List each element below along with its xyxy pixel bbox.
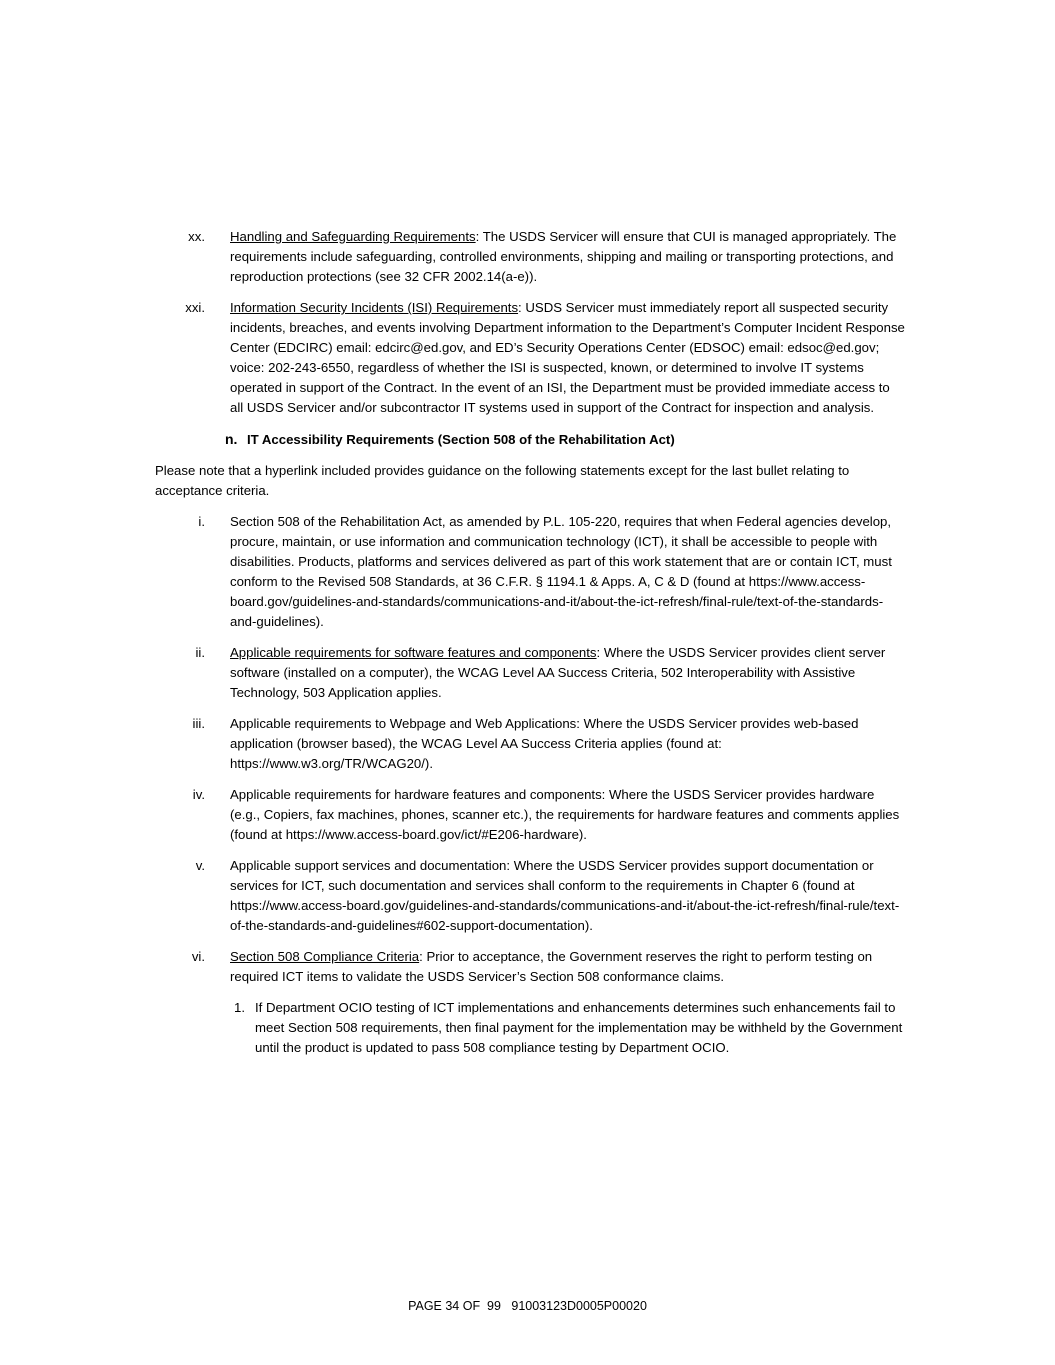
sub-list-item-text: If Department OCIO testing of ICT implementations and enhancements determines such enhancements fail to meet Section 508 requirements, then final payment for the implementation may be withheld by the Government until the product is updated to pass 508 compliance testing by Department OCIO. (255, 1000, 903, 1055)
list-item-number: iii. (192, 716, 205, 731)
list-item-number: xxi. (185, 300, 205, 315)
list-item-text: : Where the USDS Servicer provides client server software (installed on a computer), the WCAG Level AA Success Criteria, 502 Interoperability with Assistive Technology, 503 Application applies. (230, 645, 886, 700)
list-item-number: vi. (191, 949, 205, 964)
list-item-title: Applicable requirements for software features and components (230, 645, 597, 660)
sub-list-item-number: 1. (234, 1000, 245, 1015)
list-item-ii (155, 643, 905, 703)
sub-list-item-1 (155, 998, 905, 1058)
list-item-iii (155, 714, 905, 774)
list-item-number: ii. (195, 645, 205, 660)
intro-paragraph: Please note that a hyperlink included provides guidance on the following statements except for the last bullet relating to acceptance criteria. (155, 463, 850, 498)
list-item-number: iv. (192, 787, 205, 802)
list-item-iv (155, 785, 905, 845)
list-item-title: Handling and Safeguarding Requirements (230, 229, 476, 244)
list-item-i (155, 512, 905, 632)
list-item-xx (155, 227, 905, 287)
list-item-xxi (155, 298, 905, 418)
list-item-title: Information Security Incidents (ISI) Requirements (230, 300, 519, 315)
list-item-text: Section 508 of the Rehabilitation Act, as amended by P.L. 105-220, requires that when Federal agencies develop, procure, maintain, or use information and communication technology (ICT), it shall be accessible to people with disabilities. Products, platforms and services delivered as part of this work statement that are or contain ICT, must conform to the Revised 508 Standards, at 36 C.F.R. § 1194.1 & Apps. A, C & D (found at https://www.access-board.gov/guidelines-and-standards/communications-and-it/about-the-ict-refresh/final-rule/text-of-the-standards-and-guidelines). (230, 514, 892, 629)
list-item-number: v. (195, 858, 205, 873)
list-item-vi (155, 947, 905, 987)
list-item-text: : Prior to acceptance, the Government reserves the right to perform testing on required ICT items to validate the USDS Servicer’s Section 508 conformance claims. (230, 949, 873, 984)
list-item-text: : The USDS Servicer will ensure that CUI is managed appropriately. The requirements include safeguarding, controlled environments, shipping and mailing or transporting protections, and reproduction protections (see 32 CFR 2002.14(a-e)). (230, 229, 897, 284)
list-item-text: : USDS Servicer must immediately report all suspected security incidents, breaches, and events involving Department information to the Department’s Computer Incident Response Center (EDCIRC) email: edcirc@ed.gov, and ED’s Security Operations Center (EDSOC) email: edsoc@ed.gov; voice: 202-243-6550, regardless of whether the ISI is suspected, known, or determined to involve IT systems operated in support of the Contract. In the event of an ISI, the Department must be provided immediate access to all USDS Servicer and/or subcontractor IT systems used in support of the Contract for inspection and analysis. (230, 300, 905, 415)
list-item-text: Applicable requirements for hardware features and components: Where the USDS Servicer provides hardware (e.g., Copiers, fax machines, phones, scanner etc.), the requirements for hardware features and comments applies (found at https://www.access-board.gov/ict/#E206-hardware). (230, 787, 900, 842)
list-item-text: Applicable support services and documentation: Where the USDS Servicer provides support documentation or services for ICT, such documentation and services shall conform to the requirements in Chapter 6 (found at https://www.access-board.gov/guidelines-and-standards/communications-and-it/about-the-ict-refresh/final-rule/text-of-the-standards-and-guidelines#602-support-documentation). (230, 858, 900, 933)
section-title: IT Accessibility Requirements (Section 508 of the Rehabilitation Act) (247, 432, 675, 447)
list-item-v (155, 856, 905, 936)
list-item-number: xx. (188, 229, 205, 244)
list-item-number: i. (198, 514, 205, 529)
list-item-text: Applicable requirements to Webpage and Web Applications: Where the USDS Servicer provides web-based application (browser based), the WCAG Level AA Success Criteria applies (found at: https://www.w3.org/TR/WCAG20/). (230, 716, 859, 771)
list-item-title: Section 508 Compliance Criteria (230, 949, 420, 964)
section-heading (155, 429, 905, 450)
page-content (155, 227, 905, 1069)
page-footer: PAGE 34 OF 99 91003123D0005P00020 (408, 1299, 647, 1313)
section-letter: n. (225, 431, 238, 447)
